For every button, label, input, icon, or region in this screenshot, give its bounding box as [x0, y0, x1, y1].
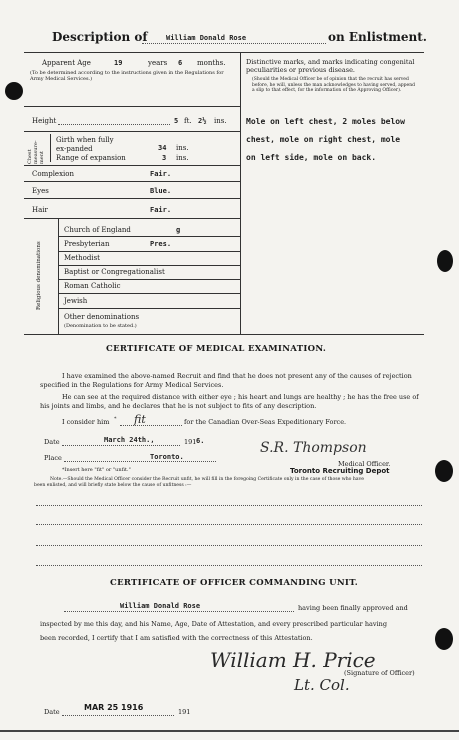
range-ins-label: ins. [176, 154, 189, 162]
medical-place-line [64, 461, 216, 462]
height-line [58, 124, 170, 125]
scan-bottom-edge [0, 730, 459, 732]
table-top-border [24, 52, 424, 53]
roman-catholic-label: Roman Catholic [64, 282, 121, 290]
medical-date-value: March 24th., [104, 436, 155, 444]
baptist-label: Baptist or Congregationalist [64, 268, 165, 276]
religion-row3 [58, 265, 240, 266]
complexion-divider [24, 181, 240, 182]
medical-year-digit: 6. [196, 437, 205, 445]
marks-line1: Mole on left chest, 2 moles below [246, 117, 405, 126]
presbyterian-label: Presbyterian [64, 240, 110, 248]
age-section-divider [24, 106, 240, 107]
complexion-value: Fair. [150, 170, 172, 178]
insert-note: *Insert here "fit" or "unfit." [62, 467, 131, 473]
medical-para2: He can see at the required distance with either eye ; his heart and lungs are healthy ; he has the free use of his joints and limbs, and he declares that he is not subject to fits of any description. [40, 393, 419, 410]
religion-row5 [58, 293, 240, 294]
commanding-date-line [62, 715, 174, 716]
table-bottom-border [24, 334, 424, 335]
girth-value: 34 [158, 144, 167, 152]
title-name-line [142, 43, 326, 44]
girth-ins-label: ins. [176, 144, 189, 152]
complexion-label: Complexion [32, 170, 74, 178]
signature-of-officer-label: (Signature of Officer) [344, 669, 415, 677]
punch-hole-right-lower [435, 628, 453, 650]
fit-value: fit [134, 413, 146, 426]
height-ft-value: 5 [174, 117, 179, 125]
medical-date-line [62, 445, 180, 446]
punch-hole-right-middle [435, 460, 453, 482]
unfit-line-3 [36, 545, 422, 546]
marks-line3: on left side, mole on back. [246, 153, 377, 162]
medical-place-value: Toronto. [150, 453, 184, 461]
range-value: 3 [162, 154, 167, 162]
title-suffix: on Enlistment. [328, 30, 427, 44]
medical-date-label: Date [44, 438, 60, 446]
other-denominations-label: Other denominations [64, 313, 140, 321]
commanding-officer-signature: William H. Price [210, 648, 376, 672]
church-england-label: Church of England [64, 226, 131, 234]
girth-label: Girth when fully ex-panded [56, 136, 114, 153]
unfit-line-2 [36, 524, 422, 525]
marks-label-line2: peculiarities or previous disease. [246, 66, 355, 74]
chest-bracket [50, 134, 51, 162]
age-years-value: 19 [114, 59, 123, 67]
commanding-name-line [64, 611, 294, 612]
jewish-label: Jewish [64, 297, 88, 305]
other-denominations-note: (Denomination to be stated.) [64, 323, 137, 329]
hair-value: Fair. [150, 206, 172, 214]
marks-line2: chest, mole on right chest, mole [246, 135, 401, 144]
eyes-divider [24, 198, 240, 199]
unfit-note-line1: Note.—Should the Medical Officer consider the Recruit unfit, he will fill in the foregoing Certificate only in the case of those who have [50, 477, 364, 482]
consider-post: for the Canadian Over-Seas Expeditionary Force. [184, 418, 347, 426]
height-ins-value: 2½ [198, 117, 207, 125]
religion-row6 [58, 308, 240, 309]
commanding-line3: been recorded, I certify that I am satisfied with the correctness of this Attestation. [40, 634, 313, 642]
chest-top-divider [24, 131, 240, 132]
religion-label: Religious denominations [36, 241, 42, 310]
medical-para1: I have examined the above-named Recruit and find that he does not present any of the causes of rejection specified in the Regulations for Army Medical Services. [40, 372, 412, 389]
depot-stamp: Toronto Recruiting Depot [290, 467, 390, 475]
commanding-officer-rank: Lt. Col. [294, 676, 350, 694]
unfit-note-line2: been enlisted, and will briefly state below the cause of unfitness :— [34, 483, 192, 488]
table-middle-divider [240, 52, 241, 334]
church-england-value: g [176, 226, 181, 234]
age-label: Apparent Age [42, 59, 91, 67]
medical-officer-signature: S.R. Thompson [260, 440, 367, 456]
age-months-label: months. [197, 59, 226, 67]
eyes-label: Eyes [32, 187, 49, 195]
methodist-label: Methodist [64, 254, 100, 262]
eyes-value: Blue. [150, 187, 172, 195]
marks-note: (Should the Medical Officer be of opinion that the recruit has served before, he will, unless the man acknowledges to having served, append a slip to that effect, for the information of the Approving Officer). [252, 77, 415, 93]
commanding-title: CERTIFICATE OF OFFICER COMMANDING UNIT. [110, 578, 358, 588]
medical-title: CERTIFICATE OF MEDICAL EXAMINATION. [106, 344, 327, 354]
unfit-line-1 [36, 505, 422, 506]
medical-officer-label: Medical Officer. [338, 460, 391, 468]
range-label: Range of expansion [56, 154, 126, 162]
punch-hole-top [5, 82, 23, 100]
age-months-value: 6 [178, 59, 183, 67]
hair-divider [24, 218, 240, 219]
enlistee-name: William Donald Rose [166, 34, 247, 42]
religion-row1 [58, 236, 240, 237]
consider-pre: I consider him [62, 418, 110, 426]
title-prefix: Description of [52, 30, 148, 44]
commanding-line1-post: having been finally approved and [298, 604, 408, 612]
height-label: Height [32, 117, 57, 125]
punch-hole-right-upper [437, 250, 453, 272]
commanding-date-label: Date [44, 708, 60, 716]
commanding-name: William Donald Rose [120, 602, 201, 610]
age-note: (To be determined according to the instructions given in the Regulations for Army Medical Services.) [30, 70, 224, 82]
consider-note-mark: * [114, 416, 117, 422]
medical-year-prefix: 191 [184, 438, 197, 446]
presbyterian-value: Pres. [150, 240, 172, 248]
height-ft-label: ft. [184, 117, 192, 125]
religion-row4 [58, 279, 240, 280]
commanding-date-stamp: MAR 25 1916 [84, 703, 144, 712]
fit-line [120, 425, 182, 426]
medical-place-label: Place [44, 454, 62, 462]
height-ins-label: ins. [214, 117, 227, 125]
marks-label-line1: Distinctive marks, and marks indicating congenital [246, 58, 415, 66]
commanding-line2: inspected by me this day, and his Name, Age, Date of Attestation, and every prescribed particular having [40, 620, 388, 628]
commanding-year-prefix: 191 [178, 708, 191, 716]
chest-bottom-divider [24, 165, 240, 166]
unfit-line-4 [36, 565, 422, 566]
age-years-label: years [148, 59, 168, 67]
chest-label: Chest measure-ment [27, 140, 45, 164]
religion-row2 [58, 251, 240, 252]
hair-label: Hair [32, 206, 48, 214]
